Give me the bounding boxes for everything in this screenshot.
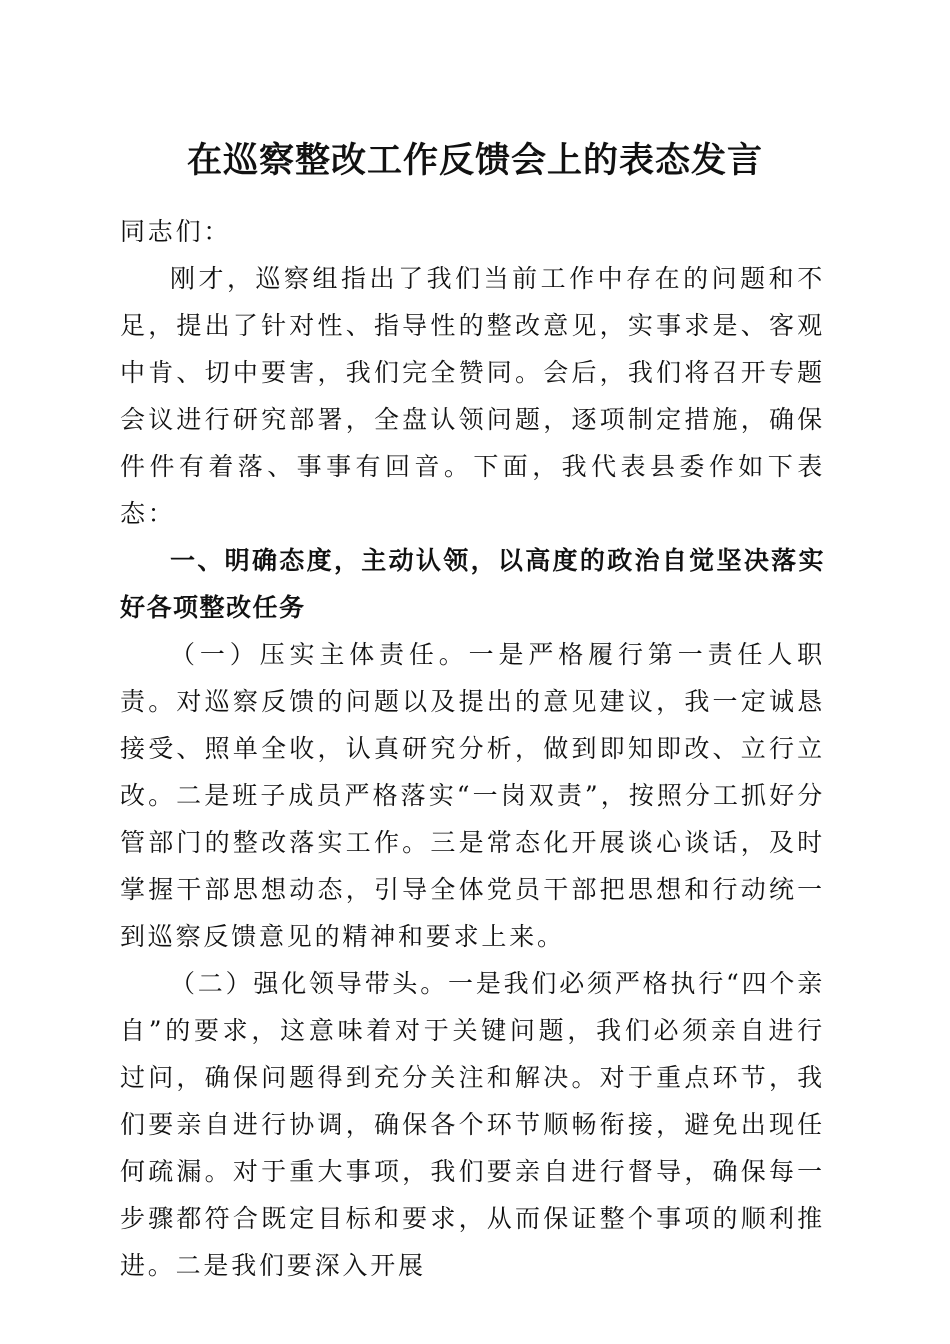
document-title: 在巡察整改工作反馈会上的表态发言 bbox=[186, 140, 763, 181]
document-body bbox=[120, 208, 825, 1289]
subsection-1-paragraph bbox=[120, 631, 825, 960]
subsection-1-body: 一是严格履行第一责任人职责。对巡察反馈的问题以及提出的意见建议，我一定诚恳接受、照单全收，认真研究分析，做到即知即改、立行立改。二是班子成员严格落实“一岗双责”，按照分工抓好分管部门的整改落实工作。三是常态化开展谈心谈话，及时掌握干部思想动态，引导全体党员干部把思想和行动统一到巡察反馈意见的精神和要求上来。 bbox=[120, 640, 825, 951]
section-heading-1: 一、明确态度，主动认领，以高度的政治自觉坚决落实好各项整改任务 bbox=[120, 546, 825, 622]
intro-paragraph: 刚才，巡察组指出了我们当前工作中存在的问题和不足，提出了针对性、指导性的整改意见，实事求是、客观中肯、切中要害，我们完全赞同。会后，我们将召开专题会议进行研究部署，全盘认领问题，逐项制定措施，确保件件有着落、事事有回音。下面，我代表县委作如下表态： bbox=[120, 264, 825, 528]
subsection-2-body: 一是我们必须严格执行“四个亲自”的要求，这意味着对于关键问题，我们必须亲自进行过问，确保问题得到充分关注和解决。对于重点环节，我们要亲自进行协调，确保各个环节顺畅衔接，避免出现任何疏漏。对于重大事项，我们要亲自进行督导，确保每一步骤都符合既定目标和要求，从而保证整个事项的顺利推进。二是我们要深入开展 bbox=[120, 969, 825, 1280]
subsection-2-lead: （二）强化领导带头。 bbox=[170, 969, 449, 998]
subsection-1-lead: （一）压实主体责任。 bbox=[170, 640, 469, 669]
subsection-2-paragraph bbox=[120, 960, 825, 1289]
salutation: 同志们： bbox=[120, 217, 232, 246]
